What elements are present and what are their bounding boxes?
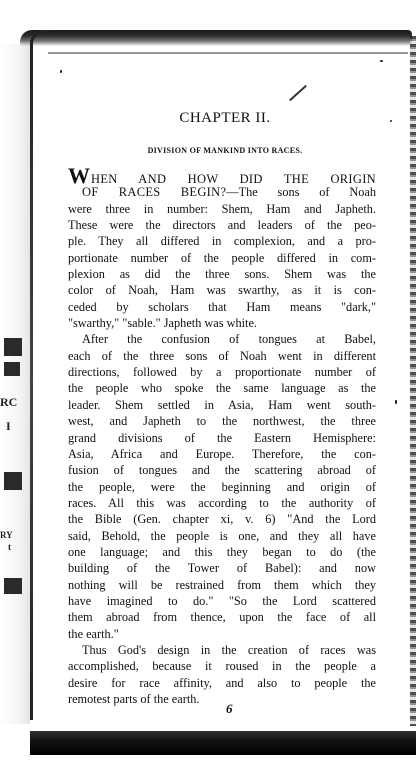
body-text xyxy=(68,163,376,707)
text-line: each of the three sons of Noah went in different xyxy=(68,348,376,363)
opening-heading: HEN AND HOW DID THE ORIGIN xyxy=(91,172,376,186)
margin-fragment-block xyxy=(4,472,22,490)
margin-fragment-text: I xyxy=(6,419,11,433)
text-line: the people who spoke the same language as the xyxy=(68,381,376,396)
scan-speck xyxy=(380,60,383,62)
margin-fragment-text: RC xyxy=(0,395,18,409)
scan-top-edge xyxy=(20,30,412,46)
text-line: west, and Japheth to the northwest, the three xyxy=(68,414,376,429)
text-line: races. All this was according to the authority of xyxy=(68,495,376,510)
text-line: said, Behold, the people is one, and they all have xyxy=(68,528,376,543)
text-line: fusion of tongues and the scattering abroad of xyxy=(68,463,376,478)
margin-fragment-block xyxy=(4,338,22,356)
text-line: the Bible (Gen. chapter xi, v. 6) "And the Lord xyxy=(68,512,376,527)
text-line: These were the directors and leaders of the peo- xyxy=(68,218,376,233)
text-line: leader. Shem settled in Asia, Ham went south- xyxy=(68,397,376,412)
opening-heading-line xyxy=(68,163,376,188)
page-number: 6 xyxy=(226,701,233,716)
margin-fragment-block xyxy=(4,362,20,376)
text-line: building of the Tower of Babel): and now xyxy=(68,561,376,576)
text-line: After the confusion of tongues at Babel, xyxy=(82,332,376,347)
opening-heading-continued: OF RACES BEGIN?—The sons of Noah xyxy=(82,185,376,200)
text-line: ple. They all differed in complexion, and a pro- xyxy=(68,234,376,249)
margin-fragment-block xyxy=(4,578,22,594)
margin-fragment-text: RY xyxy=(0,530,13,540)
text-line: portionate number of the people differed in com- xyxy=(68,250,376,265)
section-title: DIVISION OF MANKIND INTO RACES. xyxy=(147,146,303,155)
text-line: one language; and this they began to do (the xyxy=(68,544,376,559)
text-line: the people, were the beginning and origin of xyxy=(68,479,376,494)
chapter-title: CHAPTER II. xyxy=(179,110,271,126)
text-line: the earth." xyxy=(68,626,119,641)
adjacent-page-strip xyxy=(0,44,30,724)
text-line: nothing will be restrained from them which they xyxy=(68,577,376,592)
text-line: ceded by scholars that Ham means "dark," xyxy=(68,299,376,314)
pencil-mark xyxy=(289,85,307,101)
text-line: remotest parts of the earth. xyxy=(68,692,200,706)
text-line: Asia, Africa and Europe. Therefore, the con- xyxy=(68,446,376,461)
text-line: have imagined to do." "So the Lord scattered xyxy=(68,593,376,608)
drop-cap: W xyxy=(68,163,90,188)
scan-top-shadow xyxy=(48,52,408,54)
scan-bottom-edge xyxy=(30,731,416,755)
text-line: desire for race affinity, and also to people the xyxy=(68,675,376,690)
scan-speck xyxy=(395,400,397,404)
text-line: plexion as did the three sons. Shem was the xyxy=(68,267,376,282)
text-line: were three in number: Shem, Ham and Japheth. xyxy=(68,201,376,216)
page-corner-curl xyxy=(30,30,51,51)
scan-left-edge xyxy=(30,40,33,720)
scan-speck xyxy=(60,70,62,73)
text-line: color of Noah, Ham was swarthy, as it is con- xyxy=(68,283,376,298)
text-line: accomplished, because it roused in the people a xyxy=(68,659,376,674)
text-line: grand divisions of the Eastern Hemisphere: xyxy=(68,430,376,445)
margin-fragment-text: t xyxy=(8,542,11,552)
text-line: them abroad from thence, upon the face of all xyxy=(68,610,376,625)
text-line: "swarthy," "sable." Japheth was white. xyxy=(68,316,258,331)
scan-right-edge xyxy=(410,36,416,726)
text-line: directions, followed by a proportionate number of xyxy=(68,365,376,380)
text-line: Thus God's design in the creation of races was xyxy=(82,642,376,657)
